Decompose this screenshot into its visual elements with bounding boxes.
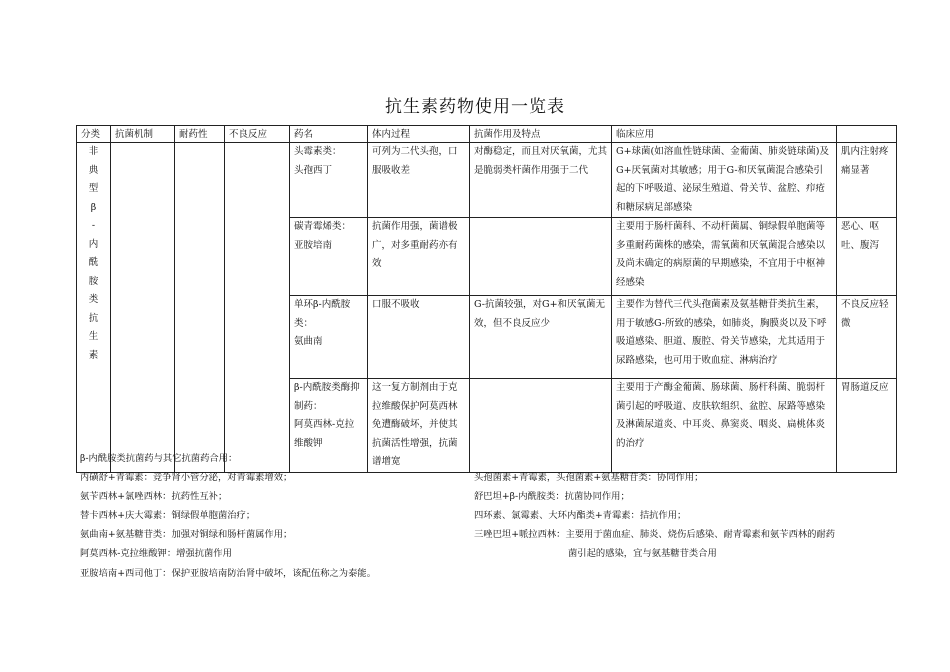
process-cell: 口服不吸收 — [368, 296, 470, 379]
adverse-cell: 不良反应轻微 — [837, 296, 897, 379]
notes-right — [474, 468, 835, 563]
category-char: 非 — [88, 146, 99, 157]
note-item: 菌引起的感染，宜与氨基糖苷类合用 — [568, 548, 717, 560]
adverse-cell: 恶心、呕吐、腹泻 — [837, 218, 897, 296]
process-cell: 可列为二代头孢，口服吸收差 — [368, 143, 470, 218]
category-cell — [77, 143, 111, 473]
category-char: 酰 — [88, 257, 99, 269]
note-item: 丙磺舒+青霉素：竞争肾小管分泌，对青霉素增效； — [80, 472, 293, 484]
category-char: 型 — [88, 183, 99, 195]
note-item: 氨曲南+氨基糖苷类：加强对铜绿和肠杆菌属作用； — [80, 529, 293, 541]
resistance-cell — [175, 143, 225, 473]
clinical-cell: G+球菌(如溶血性链球菌、金葡菌、肺炎链球菌)及G+厌氧菌对其敏感；用于G-和厌氧菌混合感染引起的下呼吸道、泌尿生殖道、骨关节、盆腔、疖疮和糖尿病足部感染 — [612, 143, 837, 218]
antibiotic-table — [76, 125, 897, 473]
action-cell: G-抗菌较强，对G+和厌氧菌无效，但不良反应少 — [470, 296, 612, 379]
table-header-row — [77, 126, 897, 143]
note-item: 替卡西林+庆大霉素：铜绿假单胞菌治疗； — [80, 510, 256, 522]
page-title: 抗生素药物使用一览表 — [385, 97, 565, 117]
header-extra — [837, 126, 897, 143]
category-char: 类 — [88, 294, 99, 306]
process-cell: 这一复方制剂由于克拉维酸保护阿莫西林免遭酶破坏，并使其抗菌活性增强，抗菌谱增宽 — [368, 379, 470, 473]
note-item: 三唑巴坦+哌拉西林：主要用于菌血症、肺炎、烧伤后感染、耐青霉素和氨苄西林的耐药 — [474, 529, 836, 541]
header-resistance: 耐药性 — [175, 126, 225, 143]
notes-left — [80, 449, 376, 583]
note-item: 四环素、氯霉素、大环内酯类+青霉素：拮抗作用； — [474, 510, 687, 522]
header-adverse: 不良反应 — [225, 126, 290, 143]
category-char: β — [90, 201, 97, 213]
action-cell — [470, 379, 612, 473]
process-cell: 抗菌作用强，菌谱极广，对多重耐药亦有效 — [368, 218, 470, 296]
clinical-cell: 主要用于肠杆菌科、不动杆菌属、铜绿假单胞菌等多重耐药菌株的感染，需氧菌和厌氧菌混合感染以及尚未确定的病原菌的早期感染，不宜用于中枢神经感染 — [612, 218, 837, 296]
category-char: 内 — [88, 238, 99, 250]
adverse-cell: 胃肠道反应 — [837, 379, 897, 473]
table-row — [77, 143, 897, 218]
category-char: 典 — [88, 164, 99, 176]
note-item: 舒巴坦+β-内酰胺类：抗菌协同作用； — [474, 491, 630, 503]
drug-cell: β-内酰胺类酶抑制药： 阿莫西林-克拉维酸钾 — [290, 379, 368, 473]
adverse-col-cell — [225, 143, 290, 473]
drug-cell: 单环β-内酰胺类： 氨曲南 — [290, 296, 368, 379]
note-item: 头孢菌素+青霉素，头孢菌素+氨基糖苷类：协同作用； — [474, 472, 704, 483]
note-item: 氨苄西林+氯唑西林：抗药性互补； — [80, 491, 228, 503]
header-category: 分类 — [77, 126, 111, 143]
drug-cell: 头霉素类： 头孢西丁 — [290, 143, 368, 218]
note-item: 亚胺培南+西司他丁：保护亚胺培南防治肾中破坏，该配伍称之为泰能。 — [80, 567, 376, 579]
clinical-cell: 主要作为替代三代头孢菌素及氨基糖苷类抗生素，用于敏感G-所致的感染，如肺炎，胸膜炎以及下呼吸道感染、胆道、腹腔、骨关节感染，尤其适用于尿路感染，也可用于败血症、淋病治疗 — [612, 296, 837, 379]
notes-heading: β-内酰胺类抗菌药与其它抗菌药合用： — [80, 453, 238, 464]
category-char: 素 — [88, 349, 99, 361]
note-item: 阿莫西林-克拉维酸钾：增强抗菌作用 — [80, 548, 232, 560]
action-cell: 对酶稳定，而且对厌氧菌，尤其是脆弱类杆菌作用强于二代 — [470, 143, 612, 218]
header-action: 抗菌作用及特点 — [470, 126, 612, 143]
category-char: - — [91, 220, 96, 232]
header-process: 体内过程 — [368, 126, 470, 143]
adverse-cell: 肌内注射疼痛显著 — [837, 143, 897, 218]
category-char: 生 — [88, 331, 99, 343]
clinical-cell: 主要用于产酶金葡菌、肠球菌、肠杆科菌、脆弱杆菌引起的呼吸道、皮肤软组织、盆腔、尿路等感染及淋菌尿道炎、中耳炎、鼻窦炎、咽炎、扁桃体炎的治疗 — [612, 379, 837, 473]
header-mechanism: 抗菌机制 — [111, 126, 175, 143]
drug-cell: 碳青霉烯类： 亚胺培南 — [290, 218, 368, 296]
header-clinical: 临床应用 — [612, 126, 837, 143]
mechanism-cell — [111, 143, 175, 473]
category-char: 胺 — [88, 275, 99, 287]
header-drug: 药名 — [290, 126, 368, 143]
category-char: 抗 — [88, 312, 99, 324]
action-cell — [470, 218, 612, 296]
